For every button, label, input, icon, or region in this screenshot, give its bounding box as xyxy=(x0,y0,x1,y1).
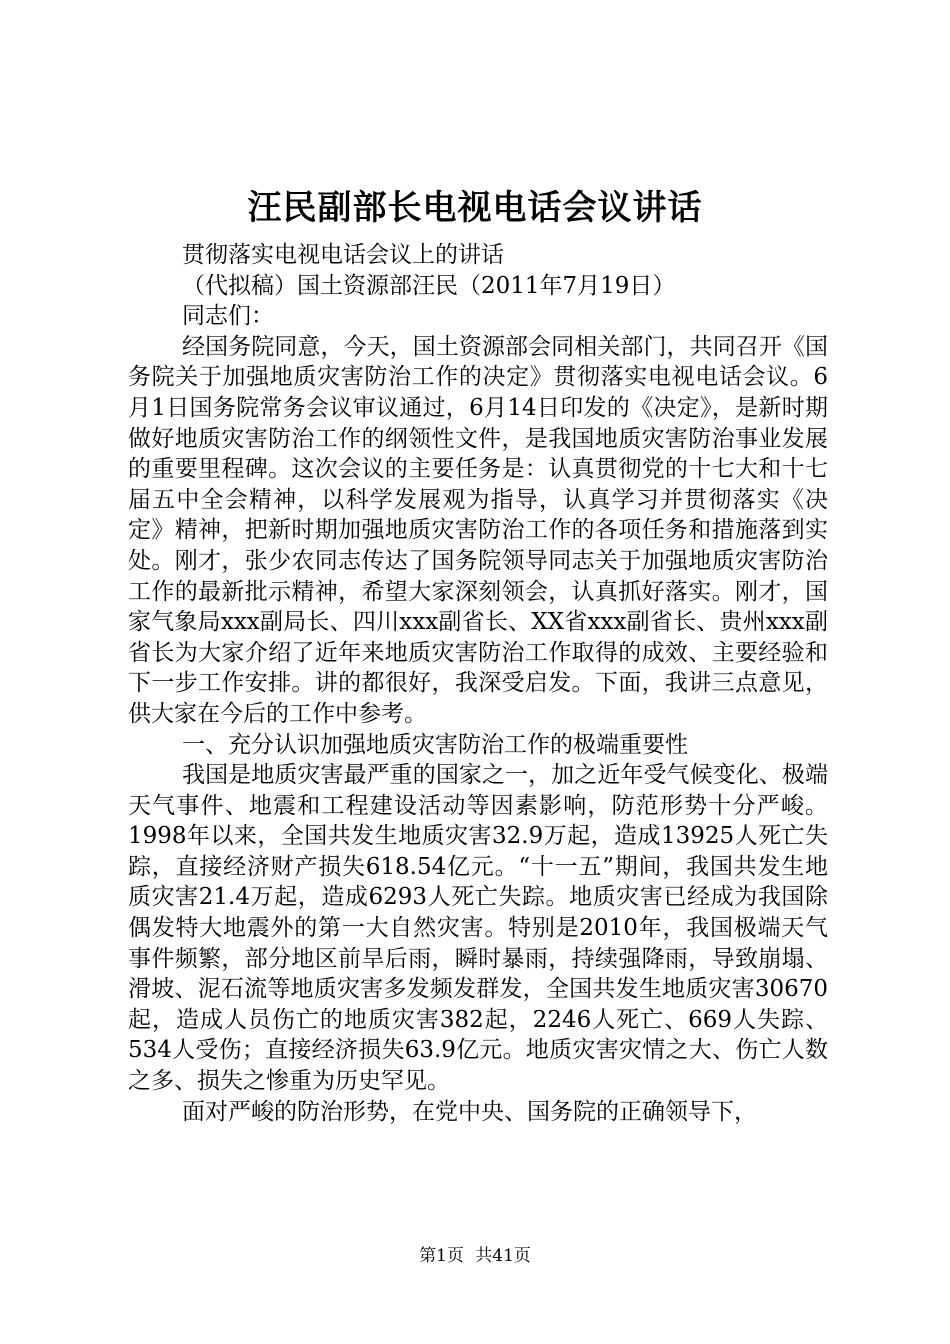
document-body xyxy=(128,240,828,1127)
page-number: 第1页 xyxy=(419,1246,464,1266)
page-footer xyxy=(0,1245,950,1267)
section-heading-1: 一、充分认识加强地质灾害防治工作的极端重要性 xyxy=(182,731,688,758)
paragraph-continuation: 面对严峻的防治形势，在党中央、国务院的正确领导下， xyxy=(182,1098,757,1125)
paragraph-situation: 我国是地质灾害最严重的国家之一，加之近年受气候变化、极端天气事件、地震和工程建设活动等因素影响，防范形势十分严峻。1998年以来，全国共发生地质灾害32.9万起，造成13925人死亡失踪，直接经济财产损失618.54亿元。“十一五”期间，我国共发生地质灾害21.4万起，造成6293人死亡失踪。地质灾害已经成为我国除偶发特大地震外的第一大自然灾害。特别是2010年，我国极端天气事件频繁，部分地区前旱后雨，瞬时暴雨，持续强降雨，导致崩塌、滑坡、泥石流等地质灾害多发频发群发，全国共发生地质灾害30670起，造成人员伤亡的地质灾害382起，2246人死亡、669人失踪、534人受伤；直接经济损失63.9亿元。地质灾害灾情之大、伤亡人数之多、损失之惨重为历史罕见。 xyxy=(128,762,828,1095)
subtitle-line-2: （代拟稿）国土资源部汪民（2011年7月19日） xyxy=(182,272,676,299)
subtitle-line-1: 贯彻落实电视电话会议上的讲话 xyxy=(182,242,504,268)
paragraph-opening: 经国务院同意，今天，国土资源部会同相关部门，共同召开《国务院关于加强地质灾害防治工作的决定》贯彻落实电视电话会议。6月1日国务院常务会议审议通过，6月14日印发的《决定》，是新时期做好地质灾害防治工作的纲领性文件，是我国地质灾害防治事业发展的重要里程碑。这次会议的主要任务是：认真贯彻党的十七大和十七届五中全会精神，以科学发展观为指导，认真学习并贯彻落实《决定》精神，把新时期加强地质灾害防治工作的各项任务和措施落到实处。刚才，张少农同志传达了国务院领导同志关于加强地质灾害防治工作的最新批示精神，希望大家深刻领会，认真抓好落实。刚才，国家气象局xxx副局长、四川xxx副省长、XX省xxx副省长、贵州xxx副省长为大家介绍了近年来地质灾害防治工作取得的成效、主要经验和下一步工作安排。讲的都很好，我深受启发。下面，我讲三点意见，供大家在今后的工作中参考。 xyxy=(128,333,828,727)
page-total: 共41页 xyxy=(475,1246,531,1266)
page-title: 汪民副部长电视电话会议讲话 xyxy=(247,188,703,228)
salutation: 同志们： xyxy=(182,303,274,330)
